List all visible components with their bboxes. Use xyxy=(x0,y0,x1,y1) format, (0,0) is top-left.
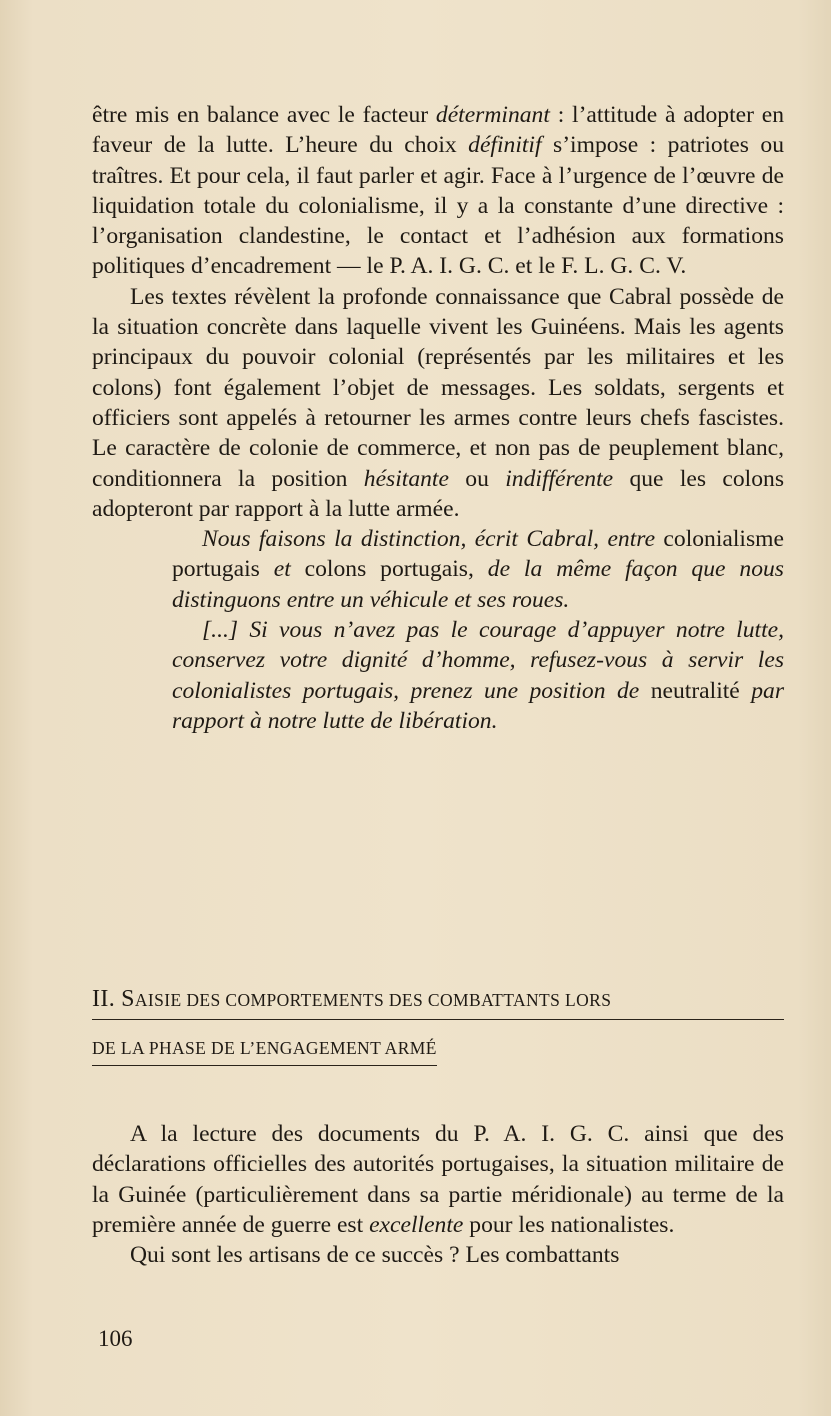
italic-run: déterminant xyxy=(435,102,550,128)
text-run: colons portugais, xyxy=(290,556,488,583)
text-run: pour les nationalistes. xyxy=(463,1211,675,1238)
italic-run: définitif xyxy=(468,132,542,159)
section-heading-line-1 xyxy=(92,986,784,1020)
text-run: Qui sont les artisans de ce succès ? Les combattants xyxy=(130,1242,620,1269)
italic-run: excellente xyxy=(369,1211,464,1238)
text-run: être mis en balance avec le facteur xyxy=(92,102,436,128)
quote-paragraph-1 xyxy=(172,524,784,615)
paragraph-4 xyxy=(92,1240,784,1270)
italic-run: hésitante xyxy=(363,465,449,492)
text-run: neutralité xyxy=(639,677,752,704)
italic-run: Nous faisons la distinction, écrit Cabral, entre xyxy=(202,526,656,553)
section-heading xyxy=(92,986,784,1066)
paragraph-1 xyxy=(92,100,784,282)
body-text-top xyxy=(92,100,784,736)
section-numeral: II. xyxy=(92,986,116,1012)
block-quote xyxy=(172,524,784,736)
text-run: colonialisme portugais xyxy=(172,526,784,583)
heading-text: AISIE DES COMPORTEMENTS DES COMBATTANTS LORS xyxy=(134,990,612,1010)
section-heading-line-2: DE LA PHASE DE L’ENGAGEMENT ARMÉ xyxy=(92,1038,437,1066)
italic-run: de la même façon que nous distinguons entre un véhicule et ses roues. xyxy=(172,556,784,613)
paragraph-3 xyxy=(92,1119,784,1240)
italic-run: par rapport à notre lutte de libération. xyxy=(172,677,785,734)
text-run: s’impose : patriotes ou traîtres. Et pour cela, il faut parler et agir. Face à l’urgence de l’œuvre de liquidation totale du colonialisme, il y a la constante d’une directive : l’organisation clandestine, le contact et l’adhésion aux formations politiques d’encadrement — le P. A. I. G. C. et le F. L. G. C. V. xyxy=(92,132,784,280)
text-run: que les colons adopteront par rapport à la lutte armée. xyxy=(92,465,784,522)
italic-run: [...] Si vous n’avez pas le courage d’appuyer notre lutte, conservez votre dignité d’homme, refusez-vous à servir les colonialistes portugais, prenez une position de xyxy=(172,617,784,704)
italic-run: indifférente xyxy=(505,465,614,492)
heading-initial: S xyxy=(121,986,135,1012)
paragraph-2 xyxy=(92,282,784,524)
text-run: ou xyxy=(448,465,506,492)
page-number: 106 xyxy=(98,1326,133,1351)
quote-paragraph-2 xyxy=(172,615,784,736)
text-run: Les textes révèlent la profonde connaissance que Cabral possède de la situation concrète dans laquelle vivent les Guinéens. Mais les agents principaux du pouvoir colonial (représentés par les militaires et les colons) font également l’objet de messages. Les soldats, sergents et officiers sont appelés à retourner les armes contre leurs chefs fascistes. Le caractère de colonie de commerce, et non pas de peuplement blanc, conditionnera la position xyxy=(92,283,784,492)
italic-run: et xyxy=(273,556,291,583)
text-run: A la lecture des documents du P. A. I. G. C. ainsi que des déclarations officielles des autorités portugaises, la situation militaire de la Guinée (particulièrement dans sa partie méridionale) au terme de la première année de guerre est xyxy=(92,1121,784,1238)
body-text-bottom xyxy=(92,1119,784,1270)
text-run: : l’attitude à adopter en faveur de la lutte. L’heure du choix xyxy=(92,102,784,159)
